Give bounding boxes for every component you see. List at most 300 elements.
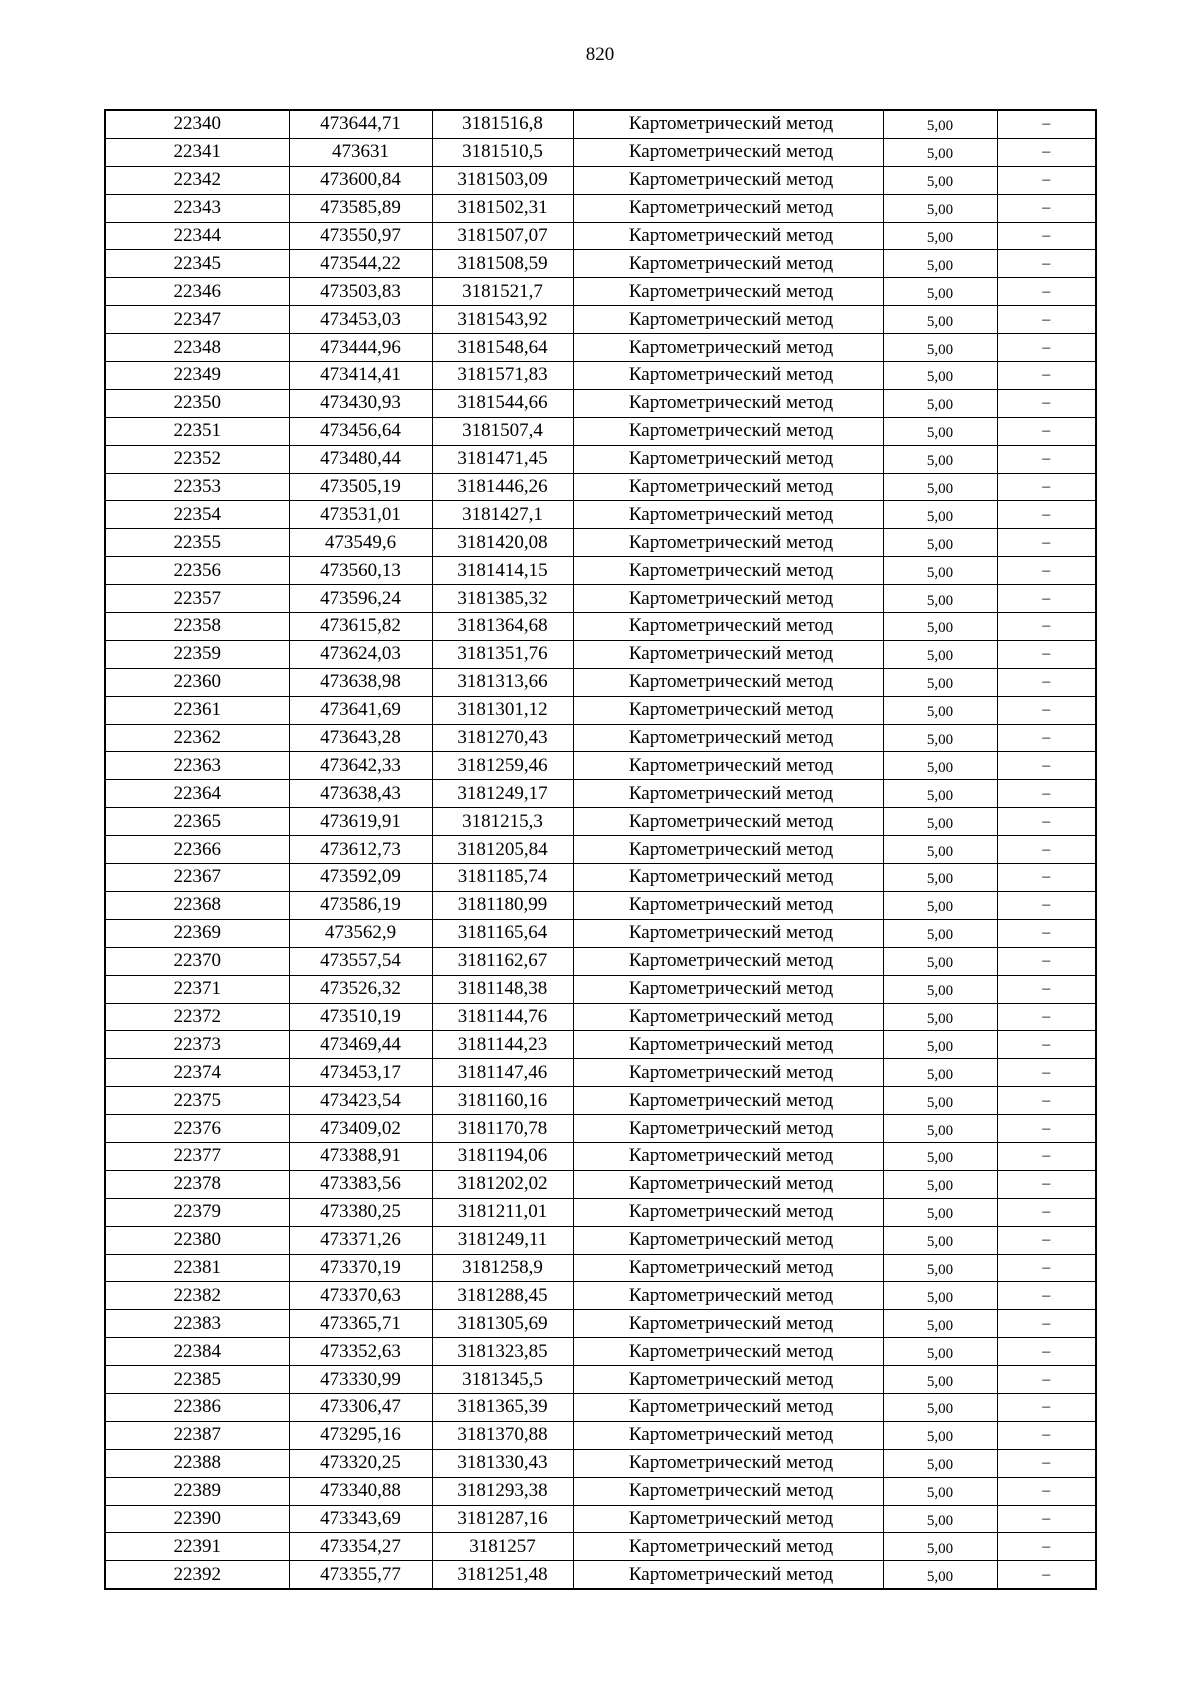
y-coordinate-cell: 3181165,64	[432, 919, 573, 947]
y-coordinate-cell: 3181571,83	[432, 362, 573, 390]
y-coordinate-cell: 3181288,45	[432, 1282, 573, 1310]
x-coordinate-cell: 473600,84	[289, 166, 432, 194]
note-cell: –	[997, 919, 1096, 947]
table-row	[105, 585, 1096, 613]
table-row	[105, 1003, 1096, 1031]
point-number-cell: 22371	[105, 975, 289, 1003]
note-cell: –	[997, 640, 1096, 668]
y-coordinate-cell: 3181507,4	[432, 417, 573, 445]
note-cell: –	[997, 1170, 1096, 1198]
x-coordinate-cell: 473320,25	[289, 1449, 432, 1477]
x-coordinate-cell: 473585,89	[289, 194, 432, 222]
note-cell: –	[997, 501, 1096, 529]
y-coordinate-cell: 3181323,85	[432, 1338, 573, 1366]
method-cell: Картометрический метод	[573, 529, 883, 557]
error-cell: 5,00	[883, 1449, 997, 1477]
point-number-cell: 22384	[105, 1338, 289, 1366]
error-cell: 5,00	[883, 1421, 997, 1449]
y-coordinate-cell: 3181414,15	[432, 557, 573, 585]
point-number-cell: 22347	[105, 306, 289, 334]
point-number-cell: 22369	[105, 919, 289, 947]
x-coordinate-cell: 473631	[289, 138, 432, 166]
x-coordinate-cell: 473642,33	[289, 752, 432, 780]
error-cell: 5,00	[883, 1366, 997, 1394]
x-coordinate-cell: 473295,16	[289, 1421, 432, 1449]
error-cell: 5,00	[883, 1087, 997, 1115]
x-coordinate-cell: 473503,83	[289, 278, 432, 306]
error-cell: 5,00	[883, 166, 997, 194]
x-coordinate-cell: 473343,69	[289, 1505, 432, 1533]
table-row	[105, 947, 1096, 975]
point-number-cell: 22341	[105, 138, 289, 166]
y-coordinate-cell: 3181270,43	[432, 724, 573, 752]
method-cell: Картометрический метод	[573, 1003, 883, 1031]
table-row	[105, 1059, 1096, 1087]
point-number-cell: 22385	[105, 1366, 289, 1394]
note-cell: –	[997, 1393, 1096, 1421]
method-cell: Картометрический метод	[573, 947, 883, 975]
coordinates-table	[104, 109, 1097, 1590]
note-cell: –	[997, 1003, 1096, 1031]
point-number-cell: 22343	[105, 194, 289, 222]
point-number-cell: 22351	[105, 417, 289, 445]
point-number-cell: 22364	[105, 780, 289, 808]
error-cell: 5,00	[883, 1561, 997, 1589]
table-row	[105, 445, 1096, 473]
error-cell: 5,00	[883, 1059, 997, 1087]
y-coordinate-cell: 3181144,76	[432, 1003, 573, 1031]
point-number-cell: 22374	[105, 1059, 289, 1087]
table-row	[105, 919, 1096, 947]
x-coordinate-cell: 473544,22	[289, 250, 432, 278]
point-number-cell: 22375	[105, 1087, 289, 1115]
x-coordinate-cell: 473306,47	[289, 1393, 432, 1421]
y-coordinate-cell: 3181508,59	[432, 250, 573, 278]
y-coordinate-cell: 3181249,11	[432, 1226, 573, 1254]
y-coordinate-cell: 3181507,07	[432, 222, 573, 250]
error-cell: 5,00	[883, 1505, 997, 1533]
error-cell: 5,00	[883, 891, 997, 919]
error-cell: 5,00	[883, 306, 997, 334]
method-cell: Картометрический метод	[573, 864, 883, 892]
note-cell: –	[997, 947, 1096, 975]
method-cell: Картометрический метод	[573, 473, 883, 501]
y-coordinate-cell: 3181313,66	[432, 668, 573, 696]
error-cell: 5,00	[883, 138, 997, 166]
x-coordinate-cell: 473365,71	[289, 1310, 432, 1338]
table-row	[105, 975, 1096, 1003]
error-cell: 5,00	[883, 445, 997, 473]
y-coordinate-cell: 3181503,09	[432, 166, 573, 194]
x-coordinate-cell: 473371,26	[289, 1226, 432, 1254]
x-coordinate-cell: 473615,82	[289, 613, 432, 641]
y-coordinate-cell: 3181185,74	[432, 864, 573, 892]
y-coordinate-cell: 3181521,7	[432, 278, 573, 306]
method-cell: Картометрический метод	[573, 613, 883, 641]
table-row	[105, 222, 1096, 250]
y-coordinate-cell: 3181364,68	[432, 613, 573, 641]
error-cell: 5,00	[883, 557, 997, 585]
method-cell: Картометрический метод	[573, 975, 883, 1003]
table-row	[105, 1477, 1096, 1505]
y-coordinate-cell: 3181544,66	[432, 389, 573, 417]
y-coordinate-cell: 3181427,1	[432, 501, 573, 529]
x-coordinate-cell: 473612,73	[289, 836, 432, 864]
point-number-cell: 22376	[105, 1115, 289, 1143]
x-coordinate-cell: 473624,03	[289, 640, 432, 668]
y-coordinate-cell: 3181215,3	[432, 808, 573, 836]
table-row	[105, 1115, 1096, 1143]
note-cell: –	[997, 836, 1096, 864]
x-coordinate-cell: 473469,44	[289, 1031, 432, 1059]
note-cell: –	[997, 278, 1096, 306]
table-row	[105, 473, 1096, 501]
table-row	[105, 110, 1096, 138]
table-row	[105, 306, 1096, 334]
y-coordinate-cell: 3181257	[432, 1533, 573, 1561]
error-cell: 5,00	[883, 613, 997, 641]
note-cell: –	[997, 138, 1096, 166]
method-cell: Картометрический метод	[573, 668, 883, 696]
error-cell: 5,00	[883, 1477, 997, 1505]
x-coordinate-cell: 473383,56	[289, 1170, 432, 1198]
point-number-cell: 22361	[105, 696, 289, 724]
x-coordinate-cell: 473592,09	[289, 864, 432, 892]
x-coordinate-cell: 473638,43	[289, 780, 432, 808]
error-cell: 5,00	[883, 919, 997, 947]
x-coordinate-cell: 473560,13	[289, 557, 432, 585]
note-cell: –	[997, 808, 1096, 836]
y-coordinate-cell: 3181211,01	[432, 1198, 573, 1226]
method-cell: Картометрический метод	[573, 278, 883, 306]
method-cell: Картометрический метод	[573, 1087, 883, 1115]
x-coordinate-cell: 473549,6	[289, 529, 432, 557]
y-coordinate-cell: 3181205,84	[432, 836, 573, 864]
x-coordinate-cell: 473355,77	[289, 1561, 432, 1589]
table-row	[105, 334, 1096, 362]
point-number-cell: 22379	[105, 1198, 289, 1226]
x-coordinate-cell: 473641,69	[289, 696, 432, 724]
table-row	[105, 278, 1096, 306]
note-cell: –	[997, 668, 1096, 696]
point-number-cell: 22377	[105, 1142, 289, 1170]
table-row	[105, 1198, 1096, 1226]
note-cell: –	[997, 473, 1096, 501]
method-cell: Картометрический метод	[573, 1421, 883, 1449]
error-cell: 5,00	[883, 752, 997, 780]
x-coordinate-cell: 473526,32	[289, 975, 432, 1003]
table-row	[105, 1338, 1096, 1366]
point-number-cell: 22342	[105, 166, 289, 194]
note-cell: –	[997, 362, 1096, 390]
x-coordinate-cell: 473414,41	[289, 362, 432, 390]
point-number-cell: 22381	[105, 1254, 289, 1282]
point-number-cell: 22368	[105, 891, 289, 919]
y-coordinate-cell: 3181162,67	[432, 947, 573, 975]
method-cell: Картометрический метод	[573, 780, 883, 808]
method-cell: Картометрический метод	[573, 445, 883, 473]
error-cell: 5,00	[883, 1170, 997, 1198]
note-cell: –	[997, 334, 1096, 362]
method-cell: Картометрический метод	[573, 1282, 883, 1310]
y-coordinate-cell: 3181330,43	[432, 1449, 573, 1477]
table-row	[105, 1505, 1096, 1533]
note-cell: –	[997, 1059, 1096, 1087]
error-cell: 5,00	[883, 585, 997, 613]
x-coordinate-cell: 473644,71	[289, 110, 432, 138]
table-row	[105, 891, 1096, 919]
method-cell: Картометрический метод	[573, 334, 883, 362]
method-cell: Картометрический метод	[573, 501, 883, 529]
error-cell: 5,00	[883, 1003, 997, 1031]
note-cell: –	[997, 724, 1096, 752]
x-coordinate-cell: 473557,54	[289, 947, 432, 975]
x-coordinate-cell: 473430,93	[289, 389, 432, 417]
point-number-cell: 22349	[105, 362, 289, 390]
point-number-cell: 22352	[105, 445, 289, 473]
y-coordinate-cell: 3181194,06	[432, 1142, 573, 1170]
y-coordinate-cell: 3181543,92	[432, 306, 573, 334]
point-number-cell: 22372	[105, 1003, 289, 1031]
point-number-cell: 22355	[105, 529, 289, 557]
note-cell: –	[997, 557, 1096, 585]
note-cell: –	[997, 1142, 1096, 1170]
error-cell: 5,00	[883, 947, 997, 975]
table-row	[105, 668, 1096, 696]
y-coordinate-cell: 3181148,38	[432, 975, 573, 1003]
error-cell: 5,00	[883, 110, 997, 138]
point-number-cell: 22354	[105, 501, 289, 529]
x-coordinate-cell: 473409,02	[289, 1115, 432, 1143]
note-cell: –	[997, 1310, 1096, 1338]
method-cell: Картометрический метод	[573, 1533, 883, 1561]
error-cell: 5,00	[883, 1533, 997, 1561]
method-cell: Картометрический метод	[573, 1059, 883, 1087]
y-coordinate-cell: 3181202,02	[432, 1170, 573, 1198]
table-row	[105, 696, 1096, 724]
method-cell: Картометрический метод	[573, 389, 883, 417]
method-cell: Картометрический метод	[573, 1477, 883, 1505]
point-number-cell: 22340	[105, 110, 289, 138]
x-coordinate-cell: 473330,99	[289, 1366, 432, 1394]
error-cell: 5,00	[883, 640, 997, 668]
method-cell: Картометрический метод	[573, 1254, 883, 1282]
table-row	[105, 1087, 1096, 1115]
table-row	[105, 389, 1096, 417]
method-cell: Картометрический метод	[573, 836, 883, 864]
table-row	[105, 1254, 1096, 1282]
note-cell: –	[997, 613, 1096, 641]
method-cell: Картометрический метод	[573, 1310, 883, 1338]
note-cell: –	[997, 1421, 1096, 1449]
point-number-cell: 22378	[105, 1170, 289, 1198]
point-number-cell: 22357	[105, 585, 289, 613]
y-coordinate-cell: 3181160,16	[432, 1087, 573, 1115]
method-cell: Картометрический метод	[573, 696, 883, 724]
error-cell: 5,00	[883, 529, 997, 557]
error-cell: 5,00	[883, 1310, 997, 1338]
point-number-cell: 22373	[105, 1031, 289, 1059]
error-cell: 5,00	[883, 194, 997, 222]
method-cell: Картометрический метод	[573, 1170, 883, 1198]
table-row	[105, 417, 1096, 445]
table-row	[105, 194, 1096, 222]
method-cell: Картометрический метод	[573, 222, 883, 250]
table-row	[105, 1533, 1096, 1561]
note-cell: –	[997, 445, 1096, 473]
method-cell: Картометрический метод	[573, 1198, 883, 1226]
method-cell: Картометрический метод	[573, 1142, 883, 1170]
method-cell: Картометрический метод	[573, 919, 883, 947]
table-row	[105, 250, 1096, 278]
x-coordinate-cell: 473619,91	[289, 808, 432, 836]
note-cell: –	[997, 1031, 1096, 1059]
table-row	[105, 752, 1096, 780]
y-coordinate-cell: 3181180,99	[432, 891, 573, 919]
error-cell: 5,00	[883, 724, 997, 752]
table-row	[105, 724, 1096, 752]
y-coordinate-cell: 3181548,64	[432, 334, 573, 362]
y-coordinate-cell: 3181301,12	[432, 696, 573, 724]
table-row	[105, 501, 1096, 529]
error-cell: 5,00	[883, 278, 997, 306]
x-coordinate-cell: 473456,64	[289, 417, 432, 445]
table-row	[105, 780, 1096, 808]
table-row	[105, 1310, 1096, 1338]
table-row	[105, 1142, 1096, 1170]
error-cell: 5,00	[883, 417, 997, 445]
method-cell: Картометрический метод	[573, 1449, 883, 1477]
point-number-cell: 22346	[105, 278, 289, 306]
point-number-cell: 22360	[105, 668, 289, 696]
error-cell: 5,00	[883, 696, 997, 724]
table-row	[105, 864, 1096, 892]
point-number-cell: 22356	[105, 557, 289, 585]
note-cell: –	[997, 1226, 1096, 1254]
table-row	[105, 1031, 1096, 1059]
note-cell: –	[997, 1366, 1096, 1394]
note-cell: –	[997, 1561, 1096, 1589]
note-cell: –	[997, 306, 1096, 334]
page-number: 820	[585, 44, 615, 65]
note-cell: –	[997, 696, 1096, 724]
error-cell: 5,00	[883, 808, 997, 836]
y-coordinate-cell: 3181147,46	[432, 1059, 573, 1087]
note-cell: –	[997, 1087, 1096, 1115]
point-number-cell: 22390	[105, 1505, 289, 1533]
y-coordinate-cell: 3181144,23	[432, 1031, 573, 1059]
error-cell: 5,00	[883, 250, 997, 278]
note-cell: –	[997, 891, 1096, 919]
y-coordinate-cell: 3181365,39	[432, 1393, 573, 1421]
error-cell: 5,00	[883, 1338, 997, 1366]
x-coordinate-cell: 473453,03	[289, 306, 432, 334]
error-cell: 5,00	[883, 1254, 997, 1282]
table-row	[105, 1226, 1096, 1254]
note-cell: –	[997, 1115, 1096, 1143]
error-cell: 5,00	[883, 668, 997, 696]
table-row	[105, 808, 1096, 836]
x-coordinate-cell: 473643,28	[289, 724, 432, 752]
table-row	[105, 1393, 1096, 1421]
point-number-cell: 22345	[105, 250, 289, 278]
error-cell: 5,00	[883, 1031, 997, 1059]
point-number-cell: 22367	[105, 864, 289, 892]
note-cell: –	[997, 194, 1096, 222]
method-cell: Картометрический метод	[573, 585, 883, 613]
note-cell: –	[997, 1338, 1096, 1366]
x-coordinate-cell: 473510,19	[289, 1003, 432, 1031]
error-cell: 5,00	[883, 334, 997, 362]
y-coordinate-cell: 3181259,46	[432, 752, 573, 780]
method-cell: Картометрический метод	[573, 1226, 883, 1254]
point-number-cell: 22387	[105, 1421, 289, 1449]
point-number-cell: 22370	[105, 947, 289, 975]
point-number-cell: 22389	[105, 1477, 289, 1505]
note-cell: –	[997, 1449, 1096, 1477]
table-row	[105, 640, 1096, 668]
method-cell: Картометрический метод	[573, 362, 883, 390]
error-cell: 5,00	[883, 501, 997, 529]
note-cell: –	[997, 1254, 1096, 1282]
note-cell: –	[997, 752, 1096, 780]
table-row	[105, 362, 1096, 390]
error-cell: 5,00	[883, 1142, 997, 1170]
point-number-cell: 22380	[105, 1226, 289, 1254]
method-cell: Картометрический метод	[573, 1338, 883, 1366]
error-cell: 5,00	[883, 362, 997, 390]
point-number-cell: 22386	[105, 1393, 289, 1421]
y-coordinate-cell: 3181471,45	[432, 445, 573, 473]
method-cell: Картометрический метод	[573, 1393, 883, 1421]
y-coordinate-cell: 3181287,16	[432, 1505, 573, 1533]
error-cell: 5,00	[883, 389, 997, 417]
table-row	[105, 166, 1096, 194]
y-coordinate-cell: 3181510,5	[432, 138, 573, 166]
coordinates-table-body	[105, 110, 1096, 1589]
point-number-cell: 22344	[105, 222, 289, 250]
error-cell: 5,00	[883, 975, 997, 1003]
x-coordinate-cell: 473388,91	[289, 1142, 432, 1170]
x-coordinate-cell: 473550,97	[289, 222, 432, 250]
error-cell: 5,00	[883, 1393, 997, 1421]
x-coordinate-cell: 473480,44	[289, 445, 432, 473]
note-cell: –	[997, 780, 1096, 808]
x-coordinate-cell: 473423,54	[289, 1087, 432, 1115]
method-cell: Картометрический метод	[573, 166, 883, 194]
error-cell: 5,00	[883, 473, 997, 501]
method-cell: Картометрический метод	[573, 891, 883, 919]
y-coordinate-cell: 3181370,88	[432, 1421, 573, 1449]
y-coordinate-cell: 3181351,76	[432, 640, 573, 668]
note-cell: –	[997, 389, 1096, 417]
method-cell: Картометрический метод	[573, 724, 883, 752]
point-number-cell: 22348	[105, 334, 289, 362]
x-coordinate-cell: 473340,88	[289, 1477, 432, 1505]
table-row	[105, 1282, 1096, 1310]
point-number-cell: 22362	[105, 724, 289, 752]
method-cell: Картометрический метод	[573, 1031, 883, 1059]
point-number-cell: 22366	[105, 836, 289, 864]
y-coordinate-cell: 3181502,31	[432, 194, 573, 222]
x-coordinate-cell: 473370,19	[289, 1254, 432, 1282]
method-cell: Картометрический метод	[573, 138, 883, 166]
point-number-cell: 22392	[105, 1561, 289, 1589]
note-cell: –	[997, 417, 1096, 445]
error-cell: 5,00	[883, 1226, 997, 1254]
note-cell: –	[997, 222, 1096, 250]
method-cell: Картометрический метод	[573, 1505, 883, 1533]
